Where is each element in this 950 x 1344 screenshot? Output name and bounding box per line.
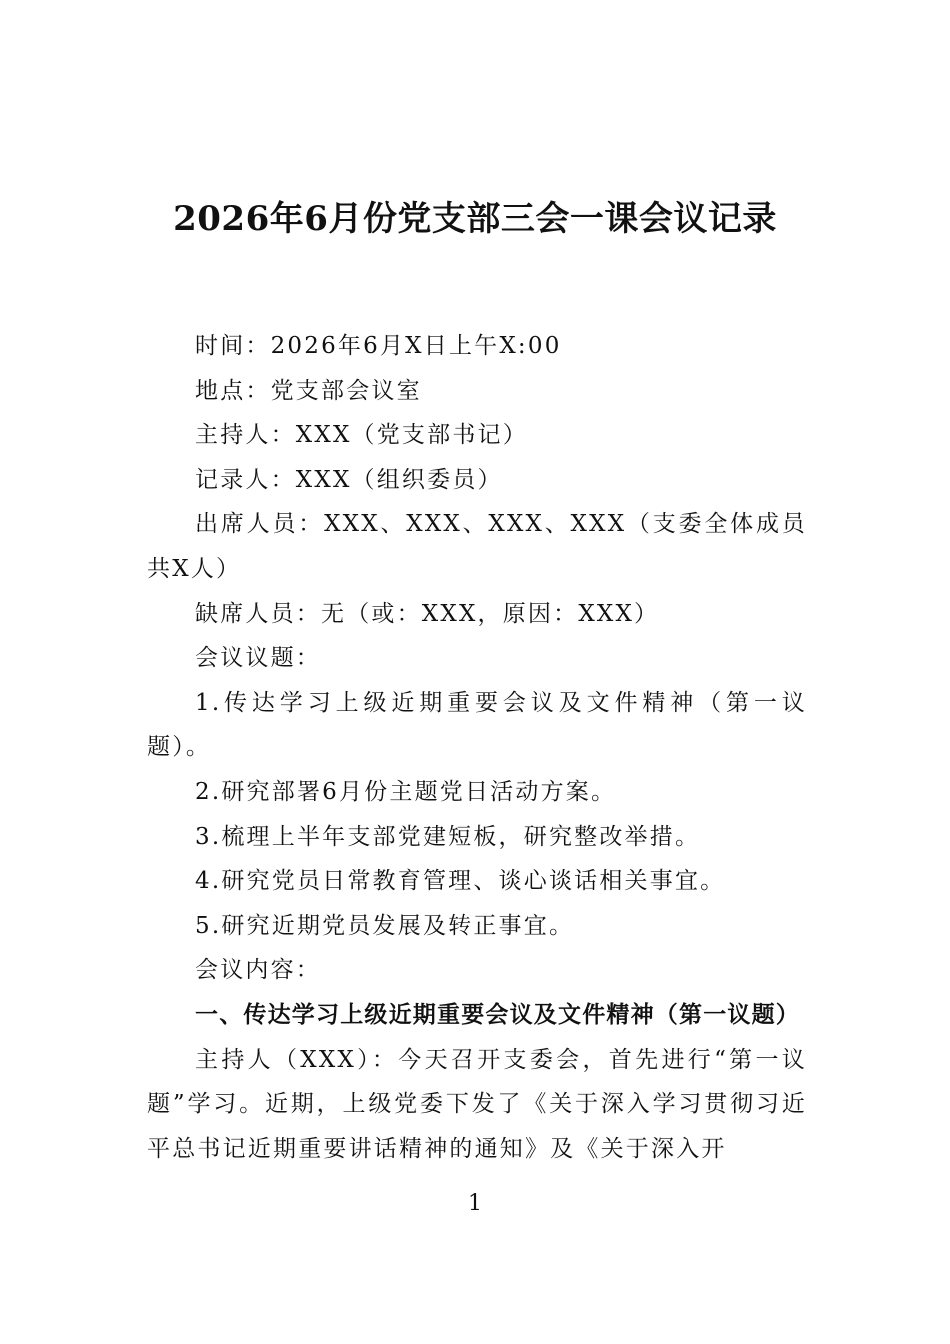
meeting-attendees: 出席人员：XXX、XXX、XXX、XXX（支委全体成员共X人） [147,511,807,582]
agenda-item-4: 4.研究党员日常教育管理、谈心谈话相关事宜。 [195,868,726,895]
meeting-time: 时间：2026年6月X日上午X:00 [195,333,562,359]
document-body [147,324,807,1171]
meeting-host: 主持人：XXX（党支部书记） [195,422,528,449]
document-title: 2026年6月份党支部三会一课会议记录 [173,199,777,239]
section-heading-1: 一、传达学习上级近期重要会议及文件精神（第一议题） [195,1001,800,1028]
meeting-location: 地点：党支部会议室 [195,377,422,404]
agenda-item-5: 5.研究近期党员发展及转正事宜。 [195,912,575,939]
content-label: 会议内容： [195,957,321,984]
meeting-recorder: 记录人：XXX（组织委员） [195,466,503,493]
meeting-absentees: 缺席人员：无（或：XXX，原因：XXX） [195,600,660,627]
agenda-item-3: 3.梳理上半年支部党建短板，研究整改举措。 [195,823,701,850]
agenda-label: 会议议题： [195,645,321,672]
agenda-item-2: 2.研究部署6月份主题党日活动方案。 [195,778,617,805]
agenda-item-1: 1.传达学习上级近期重要会议及文件精神（第一议题）。 [147,689,807,761]
host-statement: 主持人（XXX）：今天召开支委会，首先进行“第一议题”学习。近期，上级党委下发了《关于深入学习贯彻习近平总书记近期重要讲话精神的通知》及《关于深入开 [147,1046,807,1162]
page-number: 1 [468,1191,482,1216]
